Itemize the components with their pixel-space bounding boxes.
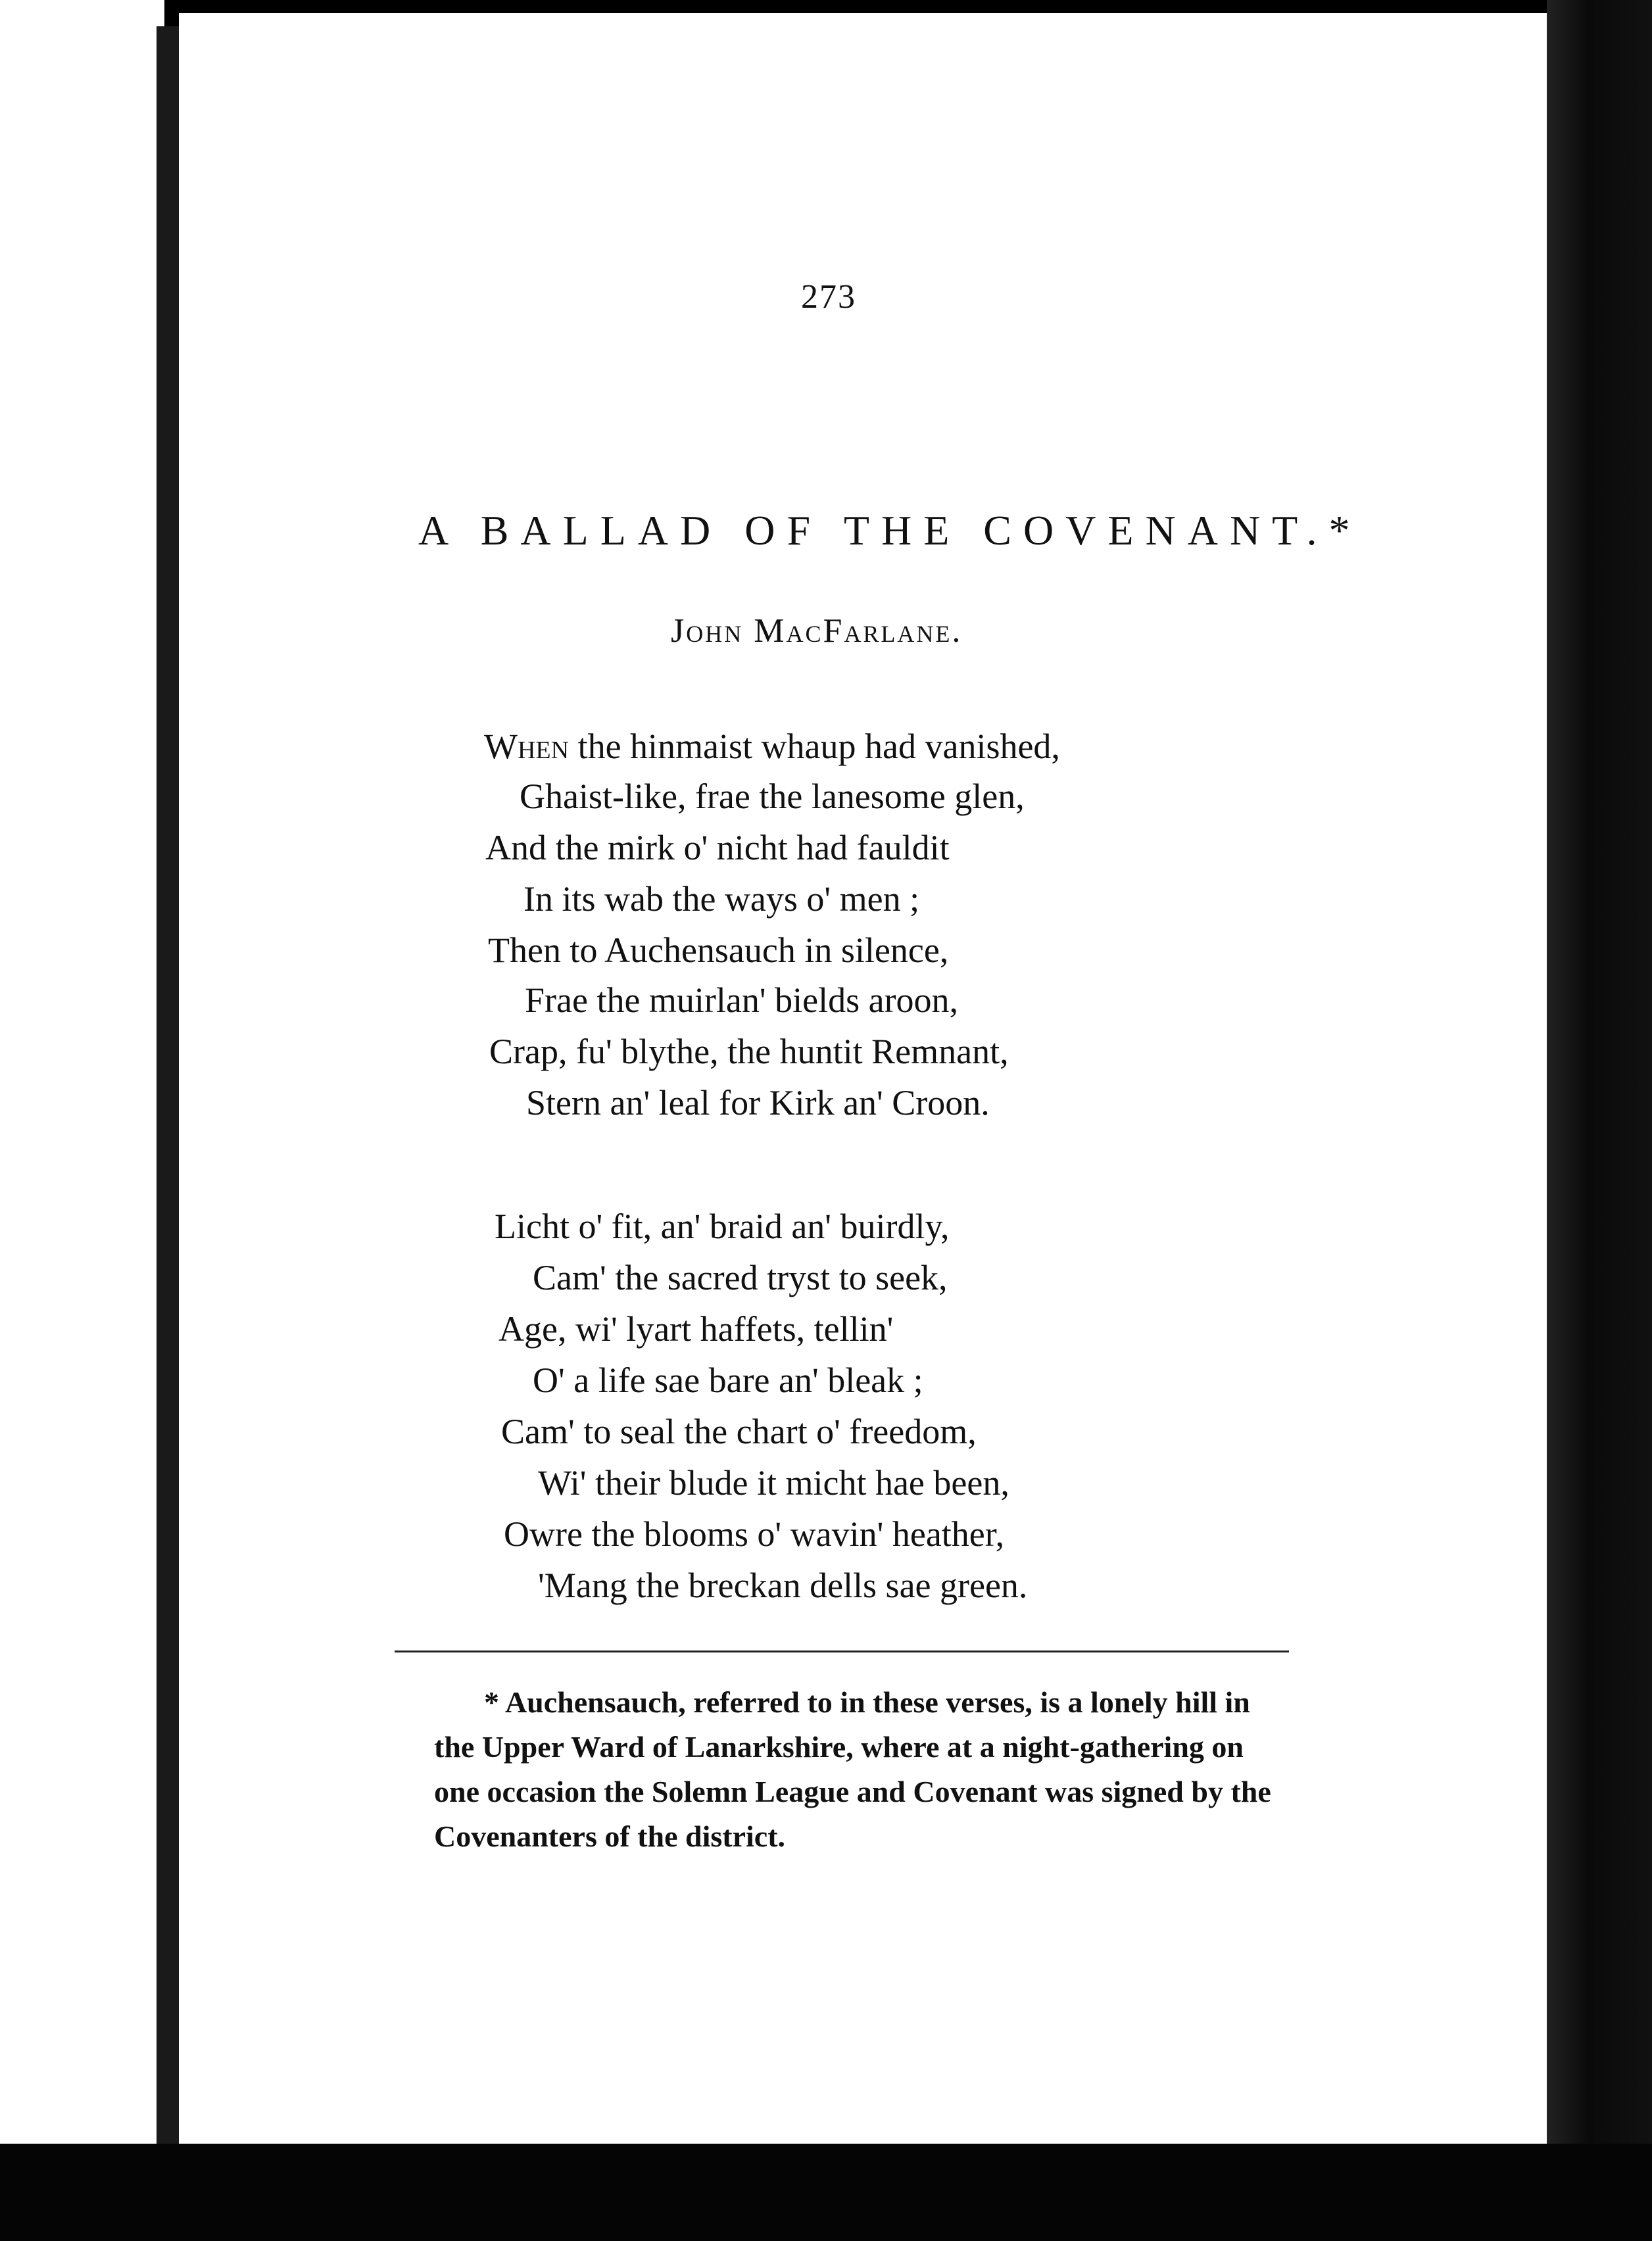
verse-line: Wi' their blude it micht hae been,	[538, 1463, 1009, 1503]
footnote	[434, 1680, 1302, 1859]
verse-line: Licht o' fit, an' braid an' buirdly,	[495, 1207, 950, 1246]
verse-line: Cam' to seal the chart o' freedom,	[501, 1412, 977, 1451]
footnote-line: the Upper Ward of Lanarkshire, where at a night-gathering on	[434, 1730, 1244, 1764]
verse-line: Cam' the sacred tryst to seek,	[533, 1258, 948, 1297]
poem-author: John MacFarlane.	[671, 612, 963, 650]
verse-line: In its wab the ways o' men ;	[523, 879, 920, 919]
verse-line: When the hinmaist whaup had vanished,	[484, 727, 1060, 766]
verse-line: Then to Auchensauch in silence,	[488, 930, 949, 970]
verse-line: Frae the muirlan' bields aroon,	[525, 980, 959, 1020]
footnote-line: one occasion the Solemn League and Covenant was signed by the	[434, 1775, 1271, 1808]
verse-line: Stern an' leal for Kirk an' Croon.	[526, 1083, 990, 1122]
page-number: 273	[801, 278, 856, 316]
book-bottom-edge	[0, 2144, 1652, 2241]
verse-line: Owre the blooms o' wavin' heather,	[504, 1514, 1005, 1554]
verse-line: And the mirk o' nicht had fauldit	[485, 828, 950, 867]
footnote-divider	[395, 1651, 1289, 1652]
facing-page-edge	[0, 0, 164, 2157]
verse-line: 'Mang the breckan dells sae green.	[538, 1566, 1028, 1605]
book-gutter	[157, 26, 179, 2144]
footnote-line: Covenanters of the district.	[434, 1819, 786, 1853]
verse-line: O' a life sae bare an' bleak ;	[533, 1361, 923, 1400]
verse-line: Ghaist-like, frae the lanesome glen,	[520, 777, 1025, 816]
verse-line: Crap, fu' blythe, the huntit Remnant,	[489, 1032, 1009, 1071]
poem-title: A BALLAD OF THE COVENANT.*	[418, 507, 1362, 554]
book-right-edge	[1547, 0, 1652, 2241]
footnote-line: * Auchensauch, referred to in these verses, is a lonely hill in	[484, 1685, 1250, 1719]
verse-line: Age, wi' lyart haffets, tellin'	[498, 1309, 894, 1349]
